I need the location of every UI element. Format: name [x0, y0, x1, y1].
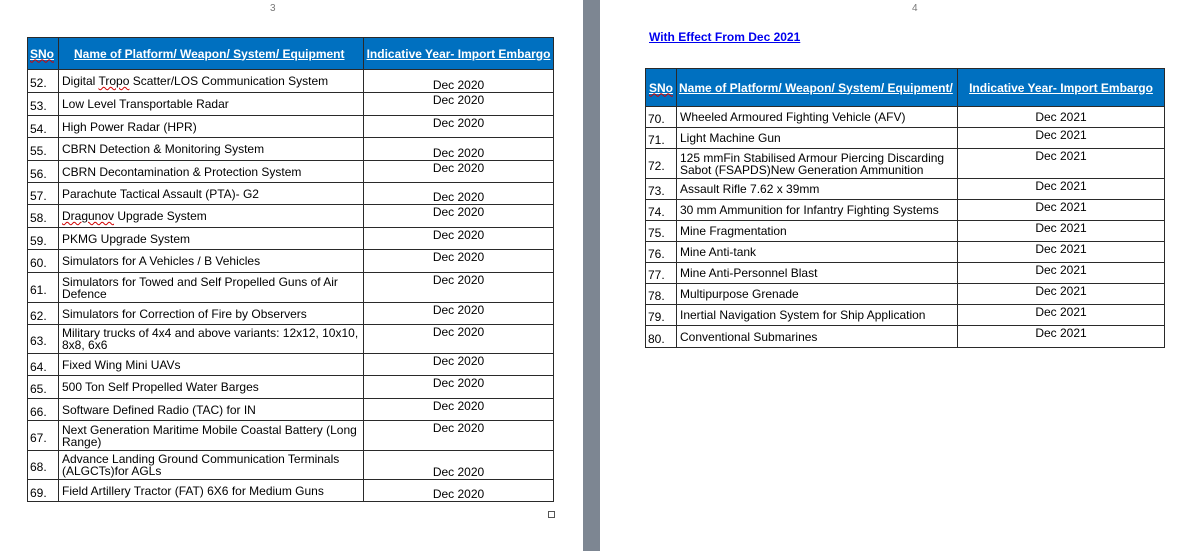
row-sno: 57. — [28, 183, 59, 205]
row-sno: 62. — [28, 303, 59, 325]
embargo-table-dec-2020 — [27, 37, 554, 502]
table-row — [646, 128, 1165, 149]
row-year: Dec 2021 — [958, 128, 1165, 149]
row-sno: 56. — [28, 161, 59, 183]
row-year: Dec 2020 — [364, 325, 554, 354]
table-row — [646, 179, 1165, 200]
table-row — [28, 376, 554, 399]
row-year: Dec 2020 — [364, 183, 554, 205]
row-name: Assault Rifle 7.62 x 39mm — [677, 179, 958, 200]
row-sno: 70. — [646, 107, 677, 128]
row-sno: 74. — [646, 200, 677, 221]
row-sno: 54. — [28, 116, 59, 138]
row-sno: 63. — [28, 325, 59, 354]
row-name: 30 mm Ammunition for Infantry Fighting Systems — [677, 200, 958, 221]
row-year: Dec 2021 — [958, 326, 1165, 348]
row-name: High Power Radar (HPR) — [59, 116, 364, 138]
table-row — [28, 138, 554, 161]
row-name: Mine Anti-Personnel Blast — [677, 263, 958, 284]
row-sno: 55. — [28, 138, 59, 161]
row-sno: 68. — [28, 451, 59, 480]
row-sno: 60. — [28, 250, 59, 273]
table-resize-handle[interactable] — [548, 511, 555, 518]
row-year: Dec 2021 — [958, 221, 1165, 242]
header-year: Indicative Year- Import Embargo — [364, 38, 554, 70]
row-name: PKMG Upgrade System — [59, 228, 364, 250]
row-sno: 79. — [646, 305, 677, 326]
row-year: Dec 2020 — [364, 205, 554, 228]
row-name: Wheeled Armoured Fighting Vehicle (AFV) — [677, 107, 958, 128]
table-row — [646, 326, 1165, 348]
row-sno: 66. — [28, 399, 59, 421]
table-row — [28, 70, 554, 93]
table-row — [28, 161, 554, 183]
row-name: Simulators for Correction of Fire by Observers — [59, 303, 364, 325]
row-year: Dec 2020 — [364, 228, 554, 250]
row-name: Multipurpose Grenade — [677, 284, 958, 305]
row-year: Dec 2021 — [958, 284, 1165, 305]
row-sno: 67. — [28, 421, 59, 451]
row-sno: 69. — [28, 480, 59, 502]
header-year: Indicative Year- Import Embargo — [958, 69, 1165, 107]
row-name: Inertial Navigation System for Ship Application — [677, 305, 958, 326]
table-row — [646, 305, 1165, 326]
table-row — [28, 116, 554, 138]
row-year: Dec 2020 — [364, 161, 554, 183]
row-year: Dec 2021 — [958, 107, 1165, 128]
page-number: 4 — [912, 3, 918, 14]
row-year: Dec 2020 — [364, 138, 554, 161]
embargo-table-dec-2021 — [645, 68, 1165, 348]
table-row — [646, 263, 1165, 284]
row-name: CBRN Decontamination & Protection System — [59, 161, 364, 183]
row-name: 125 mmFin Stabilised Armour Piercing Discarding Sabot (FSAPDS)New Generation Ammunition — [677, 149, 958, 179]
row-year: Dec 2021 — [958, 263, 1165, 284]
row-name: Field Artillery Tractor (FAT) 6X6 for Medium Guns — [59, 480, 364, 502]
table-row — [28, 205, 554, 228]
row-name: Simulators for Towed and Self Propelled Guns of Air Defence — [59, 273, 364, 303]
row-name: CBRN Detection & Monitoring System — [59, 138, 364, 161]
row-name: Next Generation Maritime Mobile Coastal Battery (Long Range) — [59, 421, 364, 451]
table-row — [28, 325, 554, 354]
row-year: Dec 2020 — [364, 376, 554, 399]
header-sno: SNo — [646, 69, 677, 107]
row-sno: 73. — [646, 179, 677, 200]
row-name: Mine Fragmentation — [677, 221, 958, 242]
row-year: Dec 2020 — [364, 421, 554, 451]
row-year: Dec 2020 — [364, 451, 554, 480]
row-year: Dec 2021 — [958, 179, 1165, 200]
row-year: Dec 2020 — [364, 303, 554, 325]
row-sno: 52. — [28, 70, 59, 93]
table-row — [28, 273, 554, 303]
row-name: Mine Anti-tank — [677, 242, 958, 263]
row-year: Dec 2020 — [364, 93, 554, 116]
section-subtitle: With Effect From Dec 2021 — [649, 30, 801, 44]
row-name: Parachute Tactical Assault (PTA)- G2 — [59, 183, 364, 205]
row-year: Dec 2020 — [364, 70, 554, 93]
row-sno: 75. — [646, 221, 677, 242]
row-name: Light Machine Gun — [677, 128, 958, 149]
row-year: Dec 2020 — [364, 399, 554, 421]
table-row — [28, 93, 554, 116]
row-sno: 65. — [28, 376, 59, 399]
row-name: Military trucks of 4x4 and above variants: 12x12, 10x10, 8x8, 6x6 — [59, 325, 364, 354]
table-row — [28, 183, 554, 205]
row-sno: 71. — [646, 128, 677, 149]
table-row — [28, 451, 554, 480]
row-name: Dragunov Upgrade System — [59, 205, 364, 228]
table-header-row — [646, 69, 1165, 107]
row-name: Fixed Wing Mini UAVs — [59, 354, 364, 376]
row-name: Software Defined Radio (TAC) for IN — [59, 399, 364, 421]
table-row — [28, 303, 554, 325]
row-name: Digital Tropo Scatter/LOS Communication System — [59, 70, 364, 93]
table-row — [28, 399, 554, 421]
row-name: Conventional Submarines — [677, 326, 958, 348]
row-sno: 58. — [28, 205, 59, 228]
row-year: Dec 2020 — [364, 480, 554, 502]
row-year: Dec 2021 — [958, 305, 1165, 326]
row-name: Simulators for A Vehicles / B Vehicles — [59, 250, 364, 273]
table-row — [646, 242, 1165, 263]
row-sno: 78. — [646, 284, 677, 305]
table-row — [646, 284, 1165, 305]
row-year: Dec 2021 — [958, 242, 1165, 263]
table-row — [28, 480, 554, 502]
table-row — [646, 221, 1165, 242]
row-sno: 76. — [646, 242, 677, 263]
table-row — [28, 250, 554, 273]
row-sno: 72. — [646, 149, 677, 179]
row-sno: 53. — [28, 93, 59, 116]
row-year: Dec 2021 — [958, 149, 1165, 179]
row-sno: 80. — [646, 326, 677, 348]
row-sno: 64. — [28, 354, 59, 376]
table-header-row — [28, 38, 554, 70]
row-name: 500 Ton Self Propelled Water Barges — [59, 376, 364, 399]
table-row — [646, 107, 1165, 128]
row-year: Dec 2020 — [364, 116, 554, 138]
header-name: Name of Platform/ Weapon/ System/ Equipment — [59, 38, 364, 70]
table-row — [646, 200, 1165, 221]
page-number: 3 — [270, 3, 276, 14]
table-row — [28, 421, 554, 451]
table-row — [28, 354, 554, 376]
row-year: Dec 2020 — [364, 273, 554, 303]
row-sno: 61. — [28, 273, 59, 303]
row-year: Dec 2020 — [364, 250, 554, 273]
row-name: Advance Landing Ground Communication Terminals (ALGCTs)for AGLs — [59, 451, 364, 480]
header-sno: SNo — [28, 38, 59, 70]
page-gutter — [583, 0, 600, 551]
row-sno: 59. — [28, 228, 59, 250]
row-year: Dec 2021 — [958, 200, 1165, 221]
row-name: Low Level Transportable Radar — [59, 93, 364, 116]
header-name: Name of Platform/ Weapon/ System/ Equipment/ — [677, 69, 958, 107]
row-sno: 77. — [646, 263, 677, 284]
row-year: Dec 2020 — [364, 354, 554, 376]
table-row — [28, 228, 554, 250]
table-row — [646, 149, 1165, 179]
